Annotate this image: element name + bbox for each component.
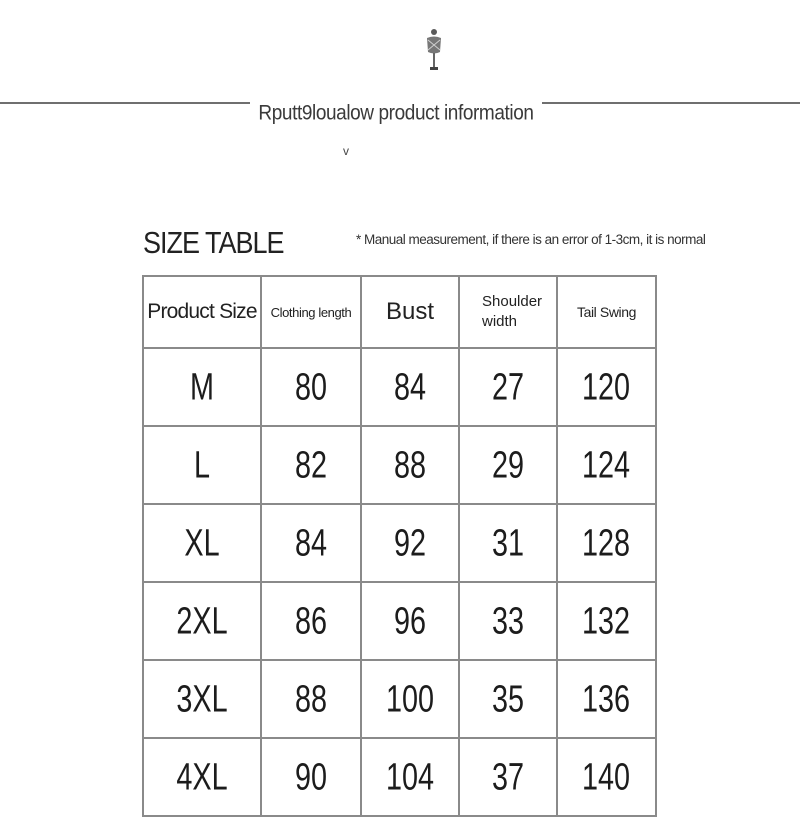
table-cell: 104 [361, 738, 459, 816]
table-cell: 100 [361, 660, 459, 738]
table-cell: 33 [459, 582, 557, 660]
column-header-bust: Bust [361, 276, 459, 348]
table-row [143, 738, 656, 816]
column-header-clothing-length: Clothing length [261, 276, 361, 348]
header-rule-right [542, 102, 800, 104]
header-rule-left [0, 102, 250, 104]
chevron-down-icon: v [343, 144, 349, 158]
table-row [143, 504, 656, 582]
table-cell: 29 [459, 426, 557, 504]
size-table [142, 275, 657, 817]
table-cell: 136 [557, 660, 656, 738]
table-cell: 92 [361, 504, 459, 582]
table-cell: 84 [261, 504, 361, 582]
table-cell: M [143, 348, 261, 426]
table-cell: 37 [459, 738, 557, 816]
table-row [143, 426, 656, 504]
table-cell: 84 [361, 348, 459, 426]
table-cell: 88 [361, 426, 459, 504]
table-row [143, 660, 656, 738]
table-cell: L [143, 426, 261, 504]
size-table-title: SIZE TABLE [143, 226, 284, 260]
table-cell: 80 [261, 348, 361, 426]
table-cell: 3XL [143, 660, 261, 738]
table-cell: 4XL [143, 738, 261, 816]
table-cell: 132 [557, 582, 656, 660]
table-cell: 82 [261, 426, 361, 504]
table-cell: 88 [261, 660, 361, 738]
table-cell: 90 [261, 738, 361, 816]
mannequin-icon [423, 28, 445, 74]
table-cell: 120 [557, 348, 656, 426]
measurement-note: * Manual measurement, if there is an error of 1-3cm, it is normal [356, 232, 706, 247]
column-header-shoulder-width: Shoulder width [459, 276, 557, 348]
table-cell: 86 [261, 582, 361, 660]
table-cell: 2XL [143, 582, 261, 660]
table-cell: 140 [557, 738, 656, 816]
table-cell: 35 [459, 660, 557, 738]
table-cell: 124 [557, 426, 656, 504]
table-row [143, 348, 656, 426]
table-cell: 31 [459, 504, 557, 582]
table-header-row [143, 276, 656, 348]
table-cell: 96 [361, 582, 459, 660]
product-info-title: Rputt9loualow product information [258, 102, 534, 126]
table-cell: 27 [459, 348, 557, 426]
column-header-product-size: Product Size [143, 276, 261, 348]
table-cell: 128 [557, 504, 656, 582]
table-row [143, 582, 656, 660]
table-cell: XL [143, 504, 261, 582]
column-header-tail-swing: Tail Swing [557, 276, 656, 348]
